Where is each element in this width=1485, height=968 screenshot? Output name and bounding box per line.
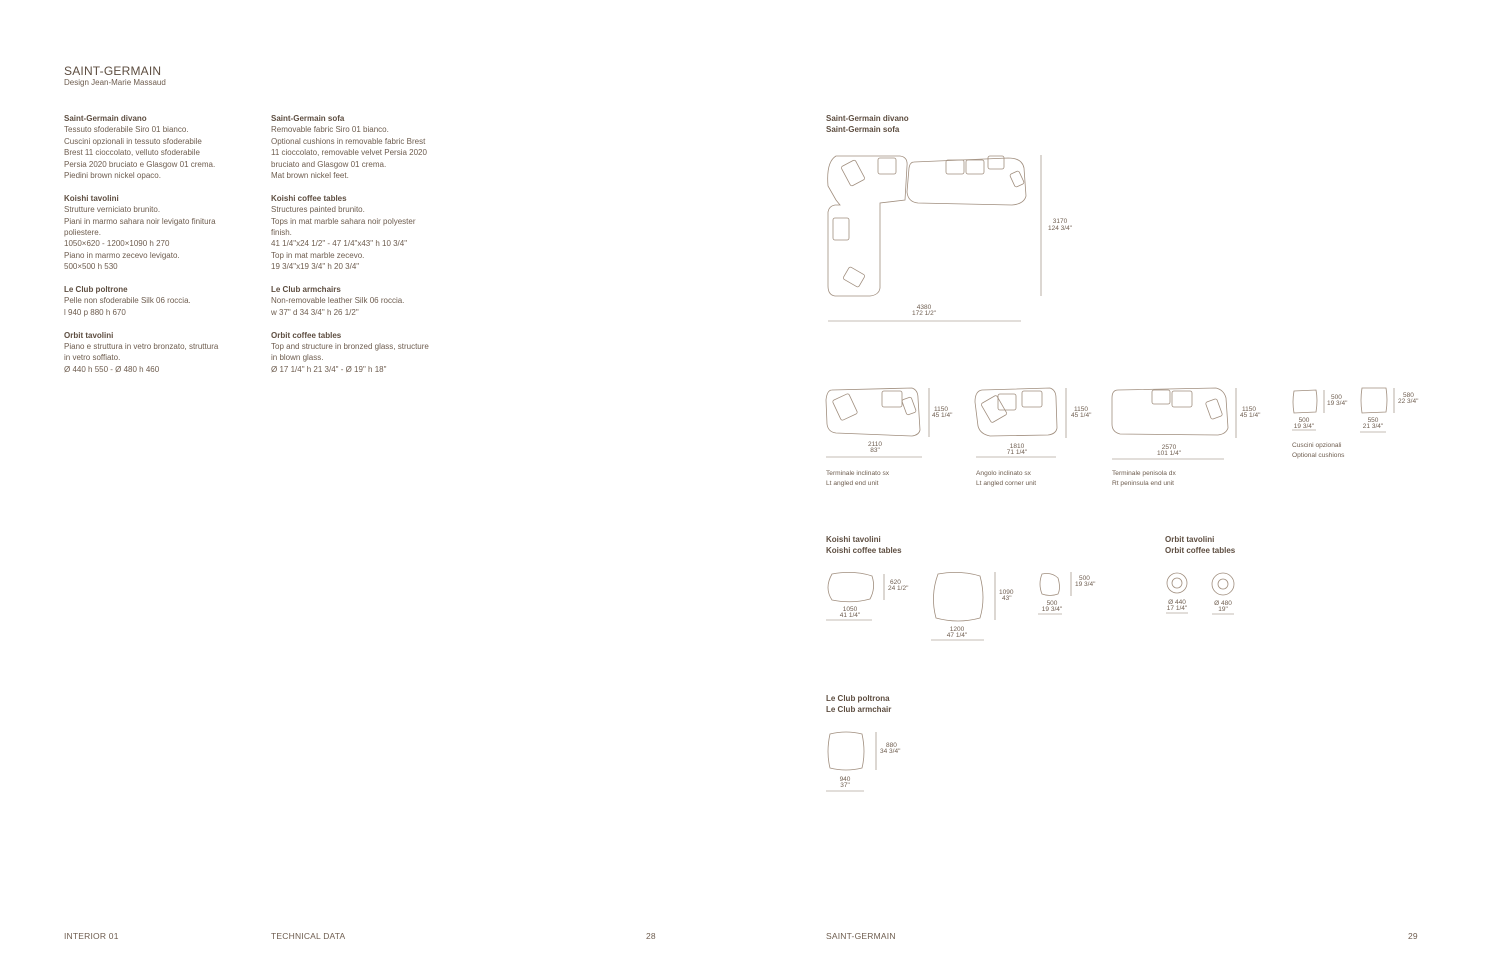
koishi-1-depth-in: 24 1/2" bbox=[888, 585, 909, 592]
sofa-drawing-heading-en: Saint-Germain sofa bbox=[826, 125, 900, 134]
spec-line: in vetro soffiato. bbox=[64, 353, 121, 363]
module-3-width-in: 101 1/4" bbox=[1157, 450, 1181, 457]
spec-line: Piano in marmo zecevo levigato. bbox=[64, 250, 180, 260]
spec-line: Mat brown nickel feet. bbox=[271, 171, 349, 181]
spec-line: Top in mat marble zecevo. bbox=[271, 250, 365, 260]
page-title: SAINT-GERMAIN bbox=[64, 64, 162, 78]
module-1-caption-en: Lt angled end unit bbox=[826, 480, 879, 487]
leclub-depth-mm: 880 bbox=[886, 742, 897, 749]
spec-line: Persia 2020 bruciato e Glasgow 01 crema. bbox=[64, 159, 216, 169]
module-1-caption-it: Terminale inclinato sx bbox=[826, 470, 890, 477]
spec-line: Ø 440 h 550 - Ø 480 h 460 bbox=[64, 364, 160, 374]
cushions-caption-en: Optional cushions bbox=[1292, 452, 1345, 459]
leclub-width-mm: 940 bbox=[839, 776, 851, 783]
spec-line: 500×500 h 530 bbox=[64, 262, 118, 272]
spec-heading: Le Club poltrone bbox=[64, 285, 128, 295]
cushion-large-w-in: 21 3/4" bbox=[1362, 423, 1384, 430]
leclub-depth-in: 34 3/4" bbox=[880, 748, 901, 755]
orbit-2-diameter-mm: Ø 480 bbox=[1214, 600, 1232, 607]
sofa-drawing-heading-it: Saint-Germain divano bbox=[826, 114, 909, 123]
module-1-width-in: 83" bbox=[870, 447, 880, 454]
cushion-large-w-mm: 550 bbox=[1367, 417, 1379, 424]
module-2-width-in: 71 1/4" bbox=[1006, 449, 1028, 456]
cushion-small-h-in: 19 3/4" bbox=[1327, 400, 1348, 407]
cushions-caption-it: Cuscini opzionali bbox=[1292, 442, 1342, 449]
koishi-2-width-mm: 1200 bbox=[949, 626, 965, 633]
orbit-2-diameter-in: 19" bbox=[1218, 606, 1228, 613]
leclub-width-in: 37" bbox=[840, 782, 850, 789]
spec-line: 1050×620 - 1200×1090 h 270 bbox=[64, 239, 170, 249]
cushion-large-h-mm: 580 bbox=[1403, 392, 1414, 399]
spec-heading: Le Club armchairs bbox=[271, 285, 341, 295]
koishi-drawing-heading-it: Koishi tavolini bbox=[826, 535, 881, 544]
cushion-large-h-in: 22 3/4" bbox=[1398, 398, 1419, 405]
koishi-drawing-heading-en: Koishi coffee tables bbox=[826, 546, 902, 555]
spec-heading: Saint-Germain divano bbox=[64, 114, 147, 123]
spec-line: bruciato and Glasgow 01 crema. bbox=[271, 159, 387, 169]
spec-block-sofa-it bbox=[64, 113, 259, 181]
spec-line: Strutture verniciato brunito. bbox=[64, 205, 161, 215]
spec-line: Brest 11 cioccolato, velluto sfoderabile bbox=[64, 148, 200, 158]
koishi-1-width-in: 41 1/4" bbox=[839, 612, 861, 619]
cushion-small-w-mm: 500 bbox=[1298, 417, 1310, 424]
spec-line: Tops in mat marble sahara noir polyester bbox=[271, 216, 416, 226]
koishi-3-width-mm: 500 bbox=[1046, 600, 1058, 607]
page-number-right: 29 bbox=[1408, 931, 1418, 941]
spec-line: Piani in marmo sahara noir levigato finitura bbox=[64, 216, 216, 226]
module-3-caption-en: Rt peninsula end unit bbox=[1112, 480, 1174, 487]
spec-block-orbit-en bbox=[271, 330, 466, 376]
spec-line: Removable fabric Siro 01 bianco. bbox=[271, 125, 389, 135]
spec-block-leclub-en bbox=[271, 284, 466, 318]
spec-line: w 37" d 34 3/4" h 26 1/2" bbox=[271, 307, 359, 317]
spec-line: finish. bbox=[271, 228, 292, 238]
module-2-caption-en: Lt angled corner unit bbox=[976, 480, 1037, 487]
spec-heading: Koishi coffee tables bbox=[271, 193, 347, 203]
spec-line: Piedini brown nickel opaco. bbox=[64, 171, 161, 181]
spec-line: Piano e struttura in vetro bronzato, struttura bbox=[64, 342, 219, 352]
module-2-caption-it: Angolo inclinato sx bbox=[976, 470, 1031, 477]
spec-line: 19 3/4"x19 3/4" h 20 3/4" bbox=[271, 262, 360, 272]
cushion-small-w-in: 19 3/4" bbox=[1293, 423, 1315, 430]
footer-brand-left: INTERIOR 01 bbox=[64, 931, 119, 941]
leclub-drawing-heading-en: Le Club armchair bbox=[826, 705, 892, 714]
page-number-left: 28 bbox=[646, 931, 656, 941]
koishi-3-depth-mm: 500 bbox=[1079, 575, 1090, 582]
orbit-1-diameter-in: 17 1/4" bbox=[1166, 605, 1188, 612]
spec-heading: Saint-Germain sofa bbox=[271, 114, 345, 123]
spec-block-koishi-it bbox=[64, 193, 259, 273]
koishi-2-depth-mm: 1090 bbox=[999, 589, 1014, 596]
sofa-depth-in: 124 3/4" bbox=[1048, 225, 1072, 232]
sofa-width-mm: 4380 bbox=[916, 304, 932, 311]
spec-block-koishi-en bbox=[271, 193, 466, 273]
spec-heading: Orbit coffee tables bbox=[271, 330, 342, 340]
footer-section: TECHNICAL DATA bbox=[271, 931, 346, 941]
koishi-3-width-in: 19 3/4" bbox=[1041, 606, 1063, 613]
spec-line: Cuscini opzionali in tessuto sfoderabile bbox=[64, 136, 202, 146]
module-3-depth-in: 45 1/4" bbox=[1240, 412, 1261, 419]
spec-heading: Koishi tavolini bbox=[64, 193, 119, 203]
spec-block-orbit-it bbox=[64, 330, 259, 376]
spec-line: Ø 17 1/4" h 21 3/4" - Ø 19" h 18" bbox=[271, 364, 387, 374]
spec-line: 41 1/4"x24 1/2" - 47 1/4"x43" h 10 3/4" bbox=[271, 239, 408, 249]
spec-heading: Orbit tavolini bbox=[64, 330, 114, 340]
module-3-width-mm: 2570 bbox=[1161, 444, 1177, 451]
module-2-width-mm: 1810 bbox=[1009, 443, 1025, 450]
module-3-depth-mm: 1150 bbox=[1242, 406, 1256, 413]
spec-line: in blown glass. bbox=[271, 353, 324, 363]
spec-line: Top and structure in bronzed glass, structure bbox=[271, 342, 429, 352]
module-1-depth-mm: 1150 bbox=[934, 406, 948, 413]
module-2-depth-in: 45 1/4" bbox=[1071, 412, 1092, 419]
designer-credit: Design Jean-Marie Massaud bbox=[64, 78, 166, 87]
sofa-plan-drawing bbox=[828, 155, 1041, 321]
koishi-1-depth-mm: 620 bbox=[890, 579, 901, 586]
module-1-depth-in: 45 1/4" bbox=[932, 412, 953, 419]
english-specs-column bbox=[271, 113, 466, 387]
spec-block-leclub-it bbox=[64, 284, 259, 318]
orbit-drawing-heading-it: Orbit tavolini bbox=[1165, 535, 1215, 544]
orbit-1-diameter-mm: Ø 440 bbox=[1168, 599, 1186, 606]
spec-line: Structures painted brunito. bbox=[271, 205, 365, 215]
koishi-2-depth-in: 43" bbox=[1002, 595, 1012, 602]
sofa-width-in: 172 1/2" bbox=[912, 310, 936, 317]
spec-line: 11 cioccolato, removable velvet Persia 2020 bbox=[271, 148, 427, 158]
koishi-1-width-mm: 1050 bbox=[842, 606, 858, 613]
koishi-2-width-in: 47 1/4" bbox=[946, 632, 968, 639]
spec-line: Tessuto sfoderabile Siro 01 bianco. bbox=[64, 125, 189, 135]
spec-line: poliestere. bbox=[64, 228, 101, 238]
spec-line: l 940 p 880 h 670 bbox=[64, 307, 126, 317]
orbit-drawing-heading-en: Orbit coffee tables bbox=[1165, 546, 1236, 555]
sofa-depth-mm: 3170 bbox=[1052, 218, 1068, 225]
module-2-depth-mm: 1150 bbox=[1074, 406, 1088, 413]
module-3-caption-it: Terminale penisola dx bbox=[1112, 470, 1176, 477]
spec-line: Optional cushions in removable fabric Brest bbox=[271, 136, 426, 146]
spec-line: Pelle non sfoderabile Silk 06 roccia. bbox=[64, 296, 191, 306]
leclub-drawing-heading-it: Le Club poltrona bbox=[826, 694, 890, 703]
cushion-small-h-mm: 500 bbox=[1331, 394, 1342, 401]
spec-block-sofa-en bbox=[271, 113, 466, 181]
koishi-3-depth-in: 19 3/4" bbox=[1075, 581, 1096, 588]
spec-line: Non-removable leather Silk 06 roccia. bbox=[271, 296, 405, 306]
module-1-width-mm: 2110 bbox=[868, 441, 882, 448]
footer-brand-right: SAINT-GERMAIN bbox=[826, 931, 896, 941]
italian-specs-column bbox=[64, 113, 259, 387]
